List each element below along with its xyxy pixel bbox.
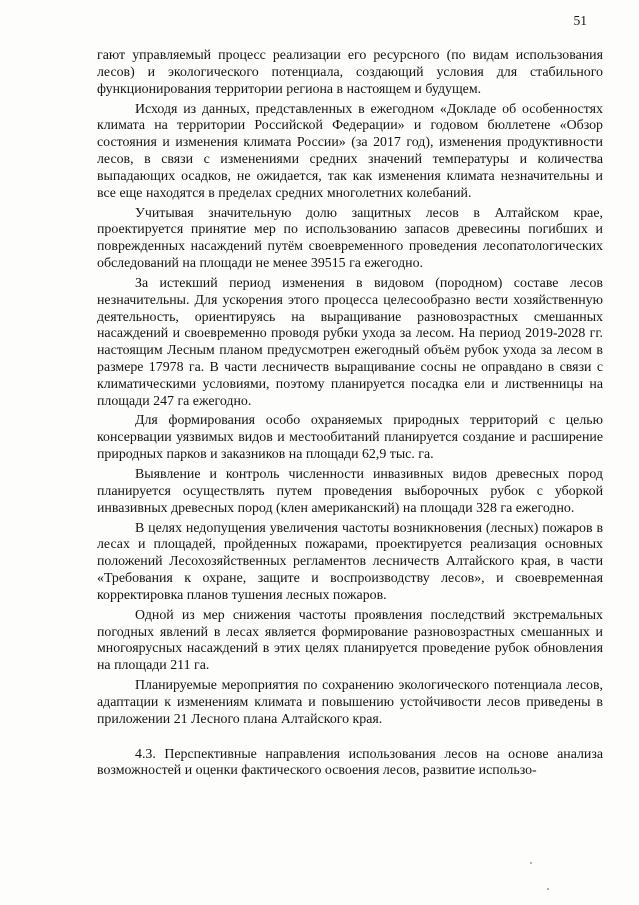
- paragraph-invasive-species: Выявление и контроль численности инвазивных видов древесных пород планируется осуществлять путем проведения выборочных рубок с уборкой инвазивных древесных пород (клен американский) на площади 328 га ежегодно.: [97, 467, 603, 516]
- paragraph-extreme-weather: Одной из мер снижения частоты проявления последствий экстремальных погодных явлений в лесах является формирование разновозрастных смешанных и многоярусных насаждений в этих целях планируется проведение рубок обновления на площади 211 га.: [97, 607, 603, 674]
- paragraph-protected-areas: Для формирования особо охраняемых природных территорий с целью консервации уязвимых видов и местообитаний планируется создание и расширение природных парков и заказников на площади 62,9 тыс. га.: [97, 413, 603, 463]
- paragraph-continuation: гают управляемый процесс реализации его ресурсного (по видам использования лесов) и экологического потенциала, создающий условия для стабильного функционирования территории региона в настоящем и будущем.: [97, 48, 603, 97]
- paragraph-protective-forests: Учитывая значительную долю защитных лесов в Алтайском крае, проектируется принятие мер по использованию запасов древесины погибших и поврежденных насаждений путём своевременного проведения лесопатологических обследований на площади не менее 39515 га ежегодно.: [97, 205, 603, 271]
- paragraph-fire-prevention: В целях недопущения увеличения частоты возникновения (лесных) пожаров в лесах и площадей, пройденных пожарами, проектируется реализация основных положений Лесохозяйственных регламентов лесничеств Алтайского края, в части «Требования к охране, защите и воспроизводству лесов», и своевременная корректировка планов тушения лесных пожаров.: [97, 520, 603, 603]
- paragraph-species-composition: За истекший период изменения в видовом (породном) составе лесов незначительны. Для ускорения этого процесса целесообразно вести хозяйственную деятельность, ориентируясь на выращивание разновозрастных смешанных насаждений и своевременно проводя рубки ухода за лесом. На период 2019-2028 гг. настоящим Лесным планом предусмотрен ежегодный объём рубок ухода за лесом в размере 17978 га. В части лесничеств выращивание сосны не оправдано в связи с климатическими условиями, поэтому планируется посадка ели и лиственницы на площади 247 га ежегодно.: [97, 275, 603, 409]
- section-heading: 4.3. Перспективные направления использования лесов на основе анализа возможностей и оценки фактического освоения лесов, развитие использо-: [97, 746, 603, 779]
- scan-speck: [547, 888, 549, 890]
- body-text: [97, 48, 603, 783]
- paragraph-planned-measures: Планируемые мероприятия по сохранению экологического потенциала лесов, адаптации к изменениям климата и повышению устойчивости лесов приведены в приложении 21 Лесного плана Алтайского края.: [97, 678, 603, 727]
- paragraph-climate-data: Исходя из данных, представленных в ежегодном «Докладе об особенностях климата на территории Российской Федерации» и годовом бюллетене «Обзор состояния и изменения климата России» (за 2017 год), изменения продуктивности лесов, в связи с изменениями средних значений температуры и количества выпадающих осадков, не ожидается, так как изменения климата незначительны и все еще находятся в пределах средних многолетних колебаний.: [97, 101, 603, 201]
- scan-speck: [530, 862, 532, 864]
- page-number: 51: [573, 13, 587, 28]
